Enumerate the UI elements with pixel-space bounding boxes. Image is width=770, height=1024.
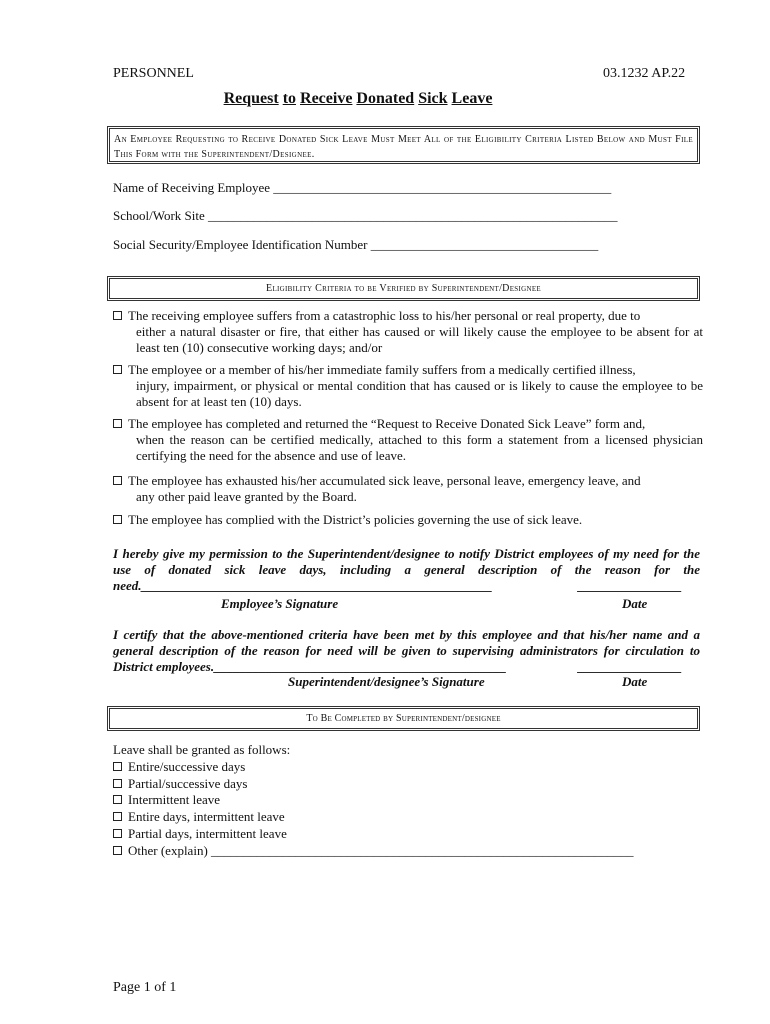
criteria-checkbox[interactable] bbox=[113, 311, 122, 320]
criteria-text-continued: any other paid leave granted by the Board. bbox=[136, 489, 357, 504]
certification-text: I certify that the above-mentioned criteria have been met by this employee and that his/her name and a general description of the reason for need will be given to supervising administrators for circulation to District employees._____________________________________________ bbox=[113, 627, 700, 674]
leave-option bbox=[113, 809, 634, 826]
leave-option-label[interactable]: Other (explain) _________________________________________________________________ bbox=[128, 842, 634, 858]
criteria-item bbox=[113, 362, 703, 410]
leave-intro: Leave shall be granted as follows: bbox=[113, 742, 291, 757]
criteria-text: The employee or a member of his/her immediate family suffers from a medically certified illness, bbox=[128, 362, 636, 377]
title-word: Leave bbox=[451, 90, 493, 107]
leave-checkbox[interactable] bbox=[113, 829, 122, 838]
section-label: PERSONNEL bbox=[113, 66, 194, 81]
leave-checkbox[interactable] bbox=[113, 779, 122, 788]
criteria-checkbox[interactable] bbox=[113, 476, 122, 485]
title-word: to bbox=[282, 90, 297, 107]
employee-date-label: Date bbox=[622, 596, 648, 611]
criteria-text: The employee has complied with the District’s policies governing the use of sick leave. bbox=[128, 512, 583, 527]
superintendent-date-label: Date bbox=[622, 674, 648, 689]
receiving-employee-name-field[interactable]: Name of Receiving Employee ____________________________________________________ bbox=[113, 180, 612, 195]
criteria-text: The employee has completed and returned the “Request to Receive Donated Sick Leave” form and, bbox=[128, 416, 646, 431]
employee-signature-label: Employee’s Signature bbox=[221, 596, 339, 611]
criteria-item bbox=[113, 308, 703, 356]
completed-by-heading: To Be Completed by Superintendent/designee bbox=[107, 706, 700, 731]
leave-checkbox[interactable] bbox=[113, 795, 122, 804]
title-word: Request bbox=[223, 90, 279, 107]
criteria-text: The employee has exhausted his/her accumulated sick leave, personal leave, emergency leave, and bbox=[128, 473, 641, 488]
leave-checkbox[interactable] bbox=[113, 762, 122, 771]
title-word: Sick bbox=[418, 90, 448, 107]
form-title bbox=[0, 90, 716, 108]
eligibility-notice: An Employee Requesting to Receive Donated Sick Leave Must Meet All of the Eligibility Criteria Listed Below and Must File This Form with the Superintendent/Designee. bbox=[107, 126, 700, 164]
criteria-checkbox[interactable] bbox=[113, 419, 122, 428]
criteria-checkbox[interactable] bbox=[113, 365, 122, 374]
superintendent-date-line[interactable]: ________________ bbox=[578, 659, 682, 674]
criteria-text-continued: injury, impairment, or physical or mental condition that has caused or is likely to cause the employee to be absent for at least ten (10) days. bbox=[136, 378, 703, 409]
leave-option bbox=[113, 776, 634, 793]
leave-option-label: Intermittent leave bbox=[128, 792, 221, 808]
leave-option-label: Entire/successive days bbox=[128, 758, 246, 774]
leave-option bbox=[113, 826, 634, 843]
title-word: Donated bbox=[356, 90, 415, 107]
permission-text: I hereby give my permission to the Superintendent/designee to notify District employees of my need for the use of donated sick leave days, including a general description of the reason for the need.______________________________________________________ bbox=[113, 546, 700, 593]
document-code: 03.1232 AP.22 bbox=[603, 66, 686, 81]
leave-checkbox[interactable] bbox=[113, 812, 122, 821]
criteria-heading: Eligibility Criteria to be Verified by Superintendent/Designee bbox=[107, 276, 700, 301]
leave-option-label: Entire days, intermittent leave bbox=[128, 809, 285, 825]
superintendent-signature-label: Superintendent/designee’s Signature bbox=[288, 674, 485, 689]
leave-options bbox=[113, 742, 634, 860]
leave-checkbox[interactable] bbox=[113, 846, 122, 855]
leave-option-label: Partial/successive days bbox=[128, 775, 248, 791]
leave-option bbox=[113, 759, 634, 776]
title-word: Receive bbox=[300, 90, 353, 107]
leave-option bbox=[113, 792, 634, 809]
criteria-text: The receiving employee suffers from a catastrophic loss to his/her personal or real property, due to bbox=[128, 308, 641, 323]
page-number: Page 1 of 1 bbox=[113, 980, 177, 995]
leave-option bbox=[113, 843, 634, 860]
school-work-site-field[interactable]: School/Work Site _______________________________________________________________ bbox=[113, 208, 618, 223]
criteria-text-continued: either a natural disaster or fire, that either has caused or will likely cause the employee to be absent for at least ten (10) consecutive working days; and/or bbox=[136, 324, 703, 355]
leave-option-label: Partial days, intermittent leave bbox=[128, 825, 287, 841]
criteria-item bbox=[113, 512, 703, 528]
criteria-item bbox=[113, 416, 703, 464]
employee-date-line[interactable]: ________________ bbox=[578, 578, 682, 593]
employee-id-field[interactable]: Social Security/Employee Identification Number ___________________________________ bbox=[113, 237, 599, 252]
criteria-text-continued: when the reason can be certified medically, attached to this form a statement from a licensed physician certifying the need for the absence and use of leave. bbox=[136, 432, 703, 463]
criteria-item bbox=[113, 473, 703, 505]
criteria-checkbox[interactable] bbox=[113, 515, 122, 524]
